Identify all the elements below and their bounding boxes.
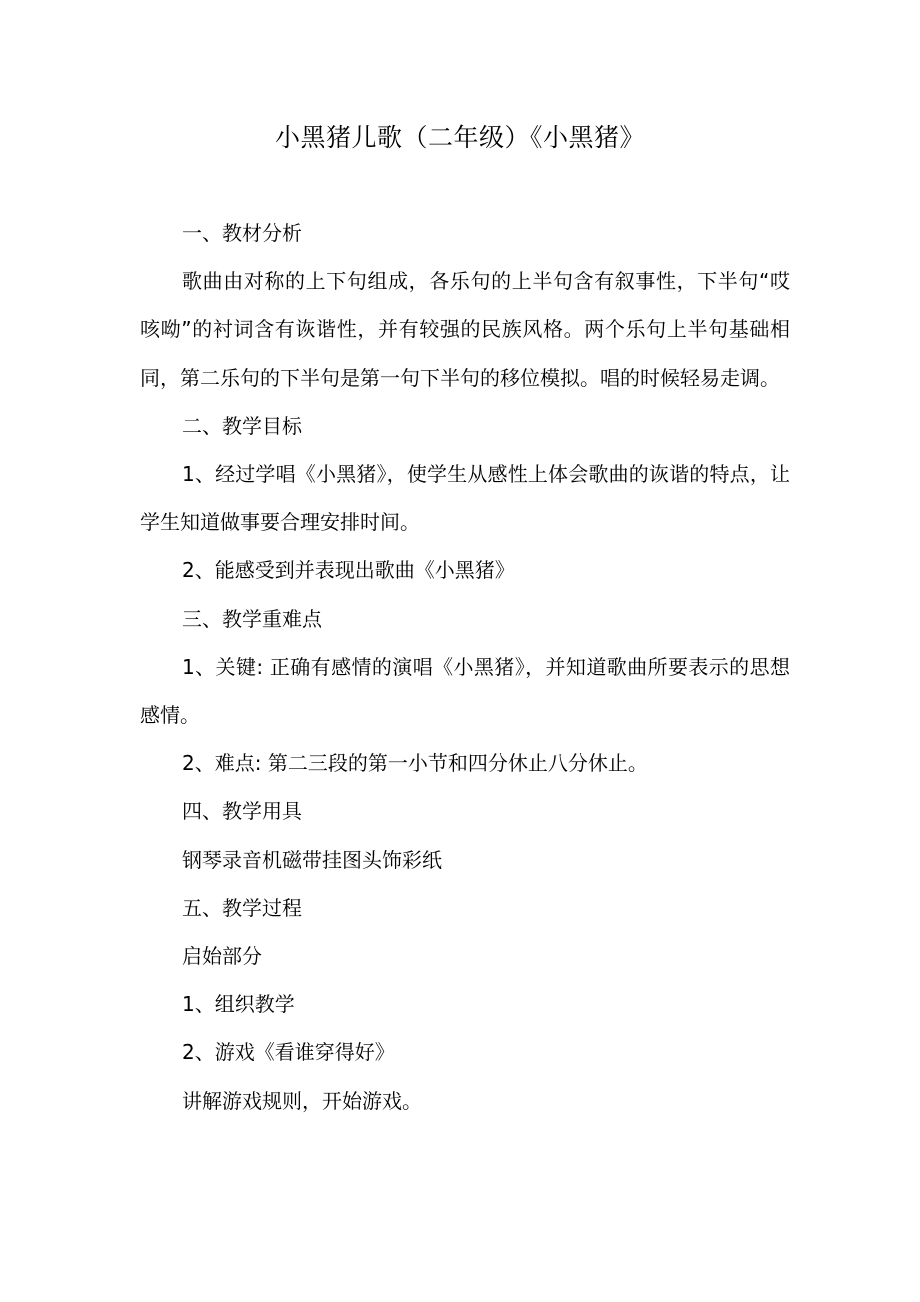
- document-body: [140, 209, 790, 1125]
- paragraph-difficulty: 2、难点: 第二三段的第一小节和四分休止八分休止。: [182, 751, 648, 776]
- paragraph-key-point: 1、关键: 正确有感情的演唱《小黑猪》，并知道歌曲所要表示的思想感情。: [140, 654, 790, 728]
- paragraph-step-2: 2、游戏《看谁穿得好》: [182, 1040, 395, 1065]
- paragraph-goal-2: 2、能感受到并表现出歌曲《小黑猪》: [182, 558, 515, 583]
- section-heading-key-points: 三、教学重难点: [182, 606, 322, 631]
- paragraph-materials: 钢琴录音机磁带挂图头饰彩纸: [182, 847, 442, 872]
- paragraph-opening-part: 启始部分: [182, 944, 262, 969]
- section-heading-goals: 二、教学目标: [182, 413, 302, 438]
- paragraph-game-rules: 讲解游戏规则，开始游戏。: [182, 1088, 422, 1113]
- paragraph-step-1: 1、组织教学: [182, 992, 295, 1017]
- page-title: 小黑猪儿歌（二年级）《小黑猪》: [274, 123, 645, 152]
- section-heading-analysis: 一、教材分析: [182, 221, 302, 245]
- paragraph-goal-1: 1、经过学唱《小黑猪》，使学生从感性上体会歌曲的诙谐的特点，让学生知道做事要合理安排时间。: [140, 462, 790, 535]
- section-heading-materials: 四、教学用具: [182, 799, 302, 824]
- section-heading-process: 五、教学过程: [182, 895, 302, 920]
- paragraph-analysis: 歌曲由对称的上下句组成，各乐句的上半句含有叙事性，下半句“哎咳呦”的衬词含有诙谐性，并有较强的民族风格。两个乐句上半句基础相同，第二乐句的下半句是第一句下半句的移位模拟。唱的时候轻易走调。: [140, 269, 790, 390]
